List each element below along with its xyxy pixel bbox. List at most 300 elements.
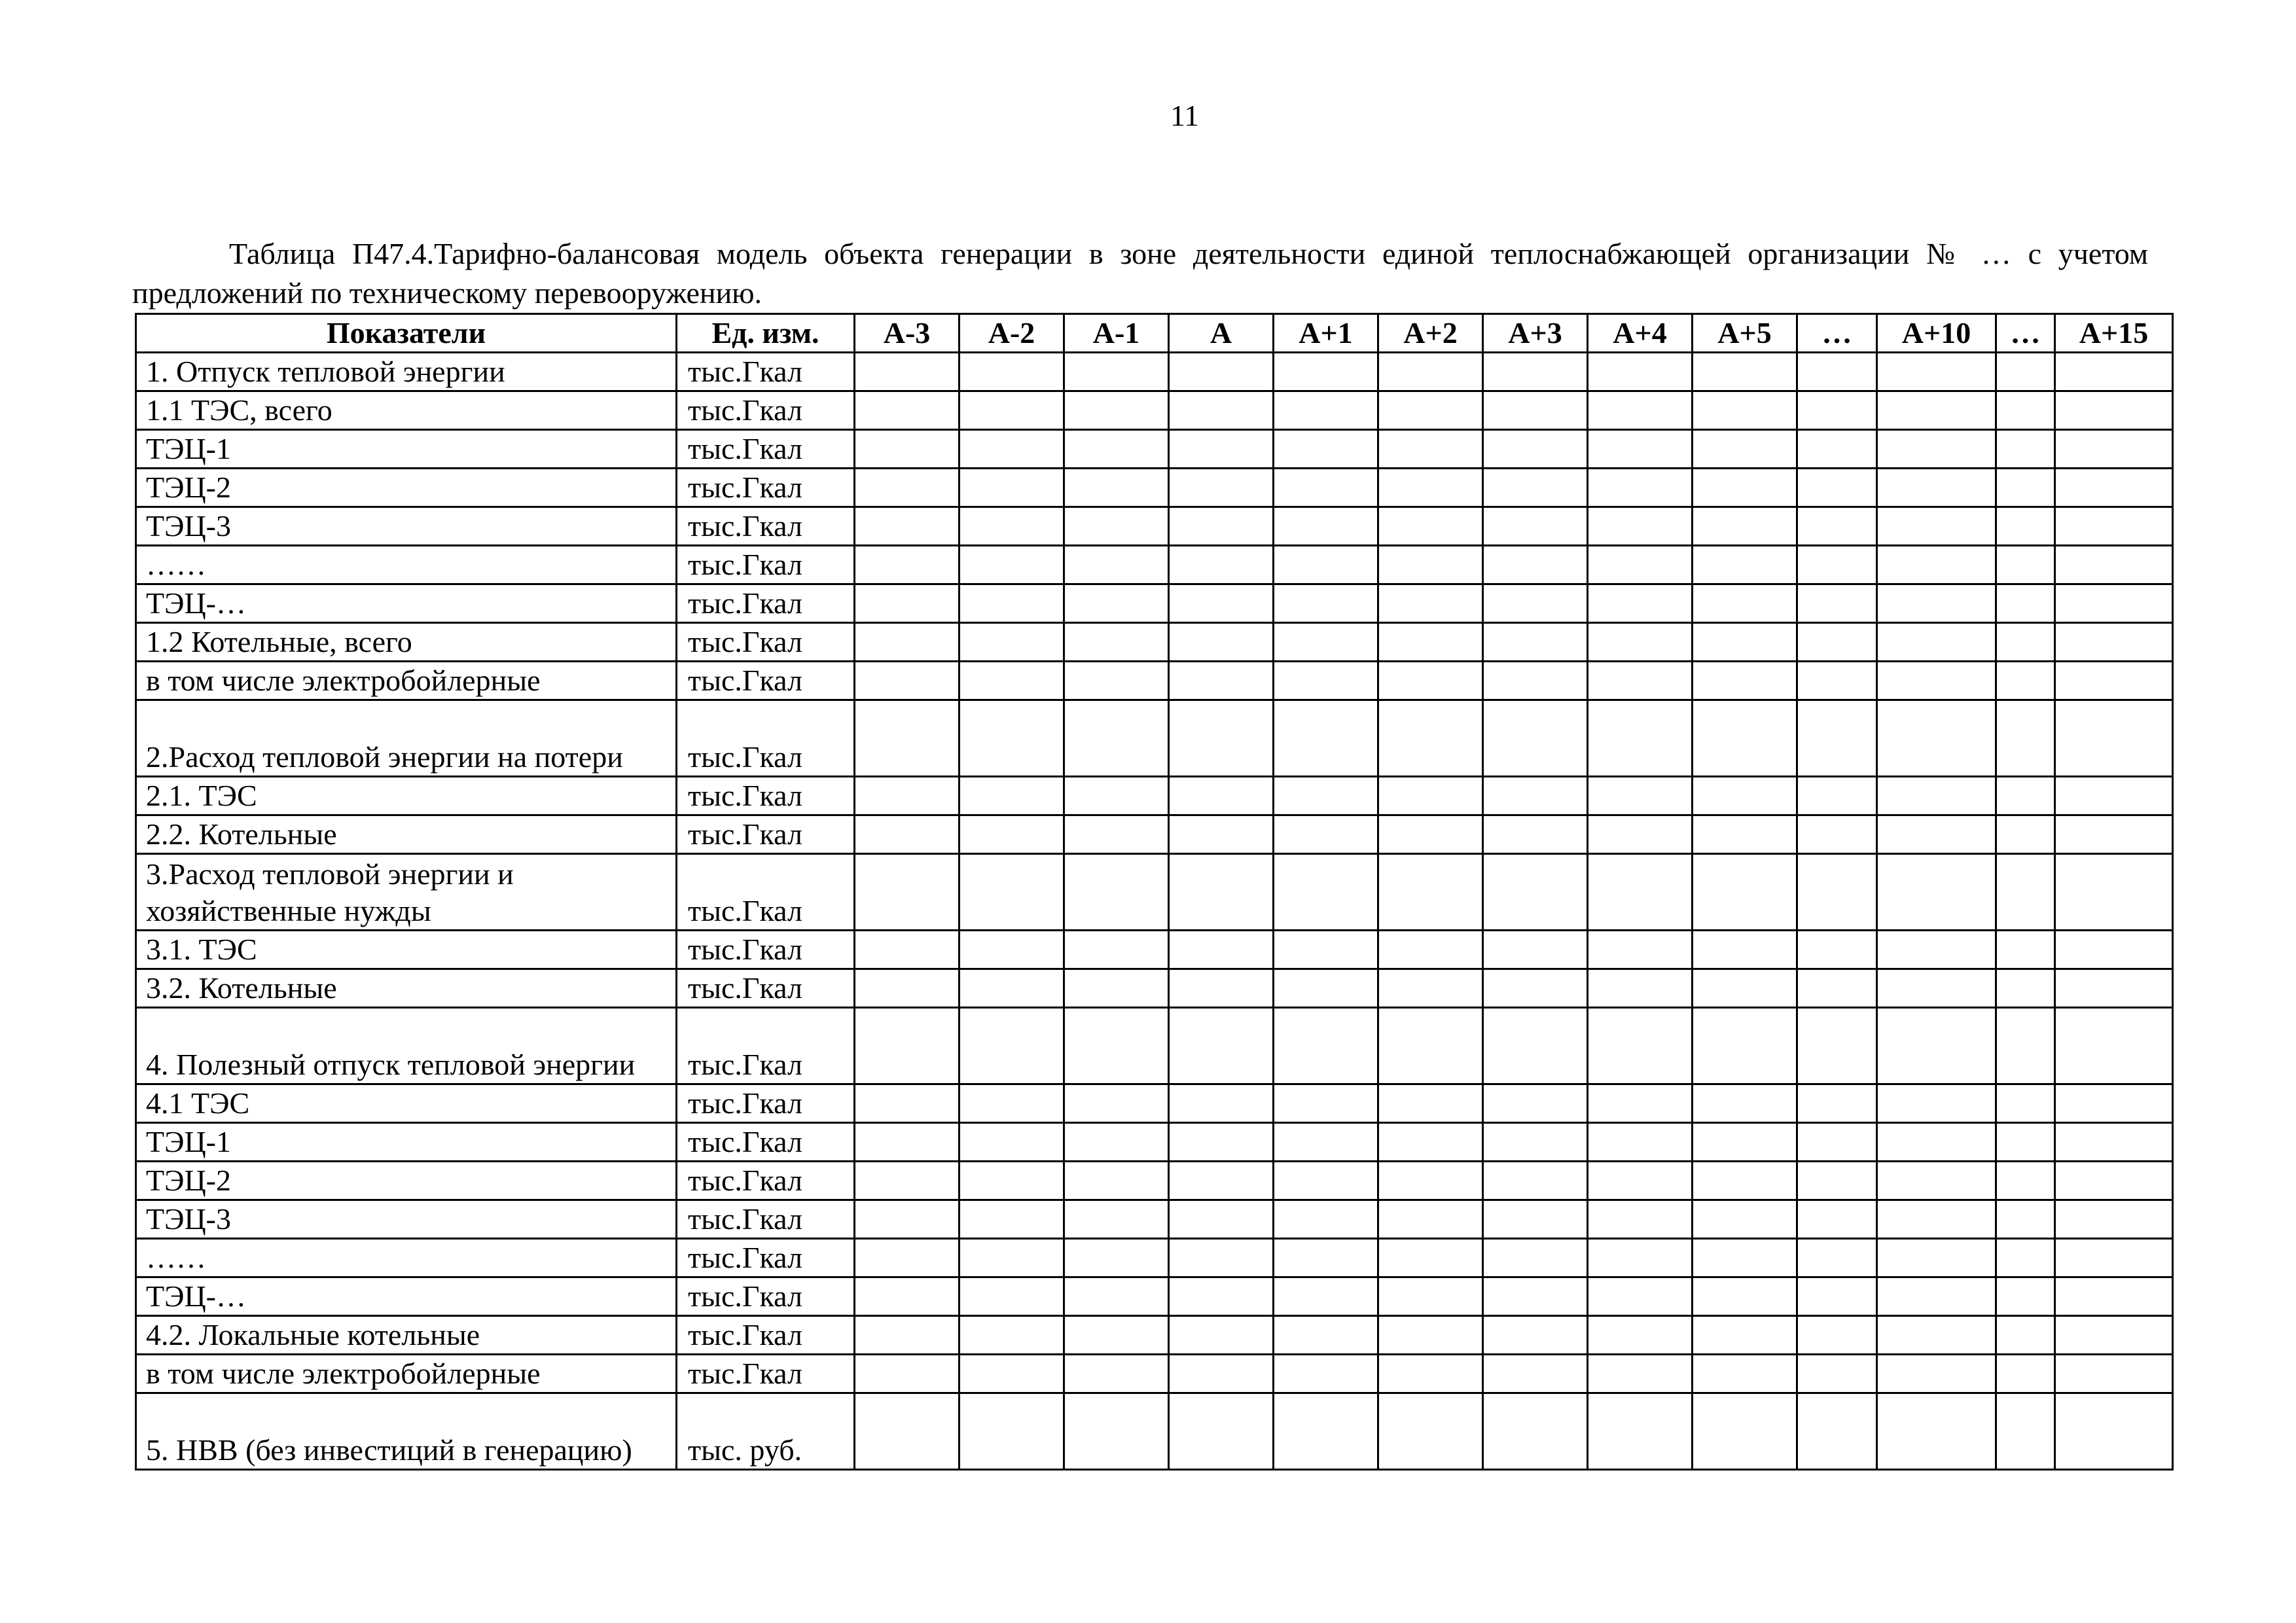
- value-cell: [1274, 1123, 1378, 1162]
- value-cell: [960, 854, 1064, 931]
- value-cell: [855, 1008, 960, 1084]
- value-cell: [1483, 1008, 1588, 1084]
- table-row: [136, 353, 2173, 391]
- value-cell: [1588, 391, 1693, 430]
- value-cell: [1169, 546, 1274, 584]
- value-cell: [1274, 815, 1378, 854]
- value-cell: [960, 430, 1064, 469]
- value-cell: [960, 391, 1064, 430]
- value-cell: [1693, 662, 1797, 700]
- value-cell: [1588, 469, 1693, 507]
- value-cell: [1064, 1162, 1169, 1200]
- unit-cell: тыс.Гкал: [677, 1123, 855, 1162]
- value-cell: [1274, 662, 1378, 700]
- table-row: [136, 815, 2173, 854]
- value-cell: [2055, 507, 2173, 546]
- value-cell: [1378, 584, 1483, 623]
- indicator-cell: ТЭЦ-3: [136, 507, 677, 546]
- value-cell: [1797, 969, 1877, 1008]
- value-cell: [1797, 1239, 1877, 1277]
- value-cell: [2055, 1008, 2173, 1084]
- value-cell: [1996, 969, 2055, 1008]
- value-cell: [1996, 623, 2055, 662]
- value-cell: [960, 1123, 1064, 1162]
- header-year: А: [1169, 314, 1274, 353]
- value-cell: [1693, 700, 1797, 777]
- value-cell: [1877, 662, 1996, 700]
- value-cell: [1996, 391, 2055, 430]
- table-row: [136, 777, 2173, 815]
- indicator-cell: ТЭЦ-…: [136, 584, 677, 623]
- value-cell: [1797, 1008, 1877, 1084]
- unit-cell: тыс.Гкал: [677, 584, 855, 623]
- value-cell: [1877, 469, 1996, 507]
- value-cell: [1996, 1239, 2055, 1277]
- value-cell: [1588, 623, 1693, 662]
- value-cell: [1996, 469, 2055, 507]
- unit-cell: тыс.Гкал: [677, 777, 855, 815]
- header-row: [136, 314, 2173, 353]
- value-cell: [1797, 1277, 1877, 1316]
- value-cell: [960, 662, 1064, 700]
- value-cell: [1877, 854, 1996, 931]
- value-cell: [1483, 854, 1588, 931]
- indicator-cell: 4. Полезный отпуск тепловой энергии: [136, 1008, 677, 1084]
- unit-cell: тыс.Гкал: [677, 931, 855, 969]
- value-cell: [1064, 546, 1169, 584]
- value-cell: [855, 353, 960, 391]
- value-cell: [1378, 662, 1483, 700]
- value-cell: [1996, 507, 2055, 546]
- value-cell: [1274, 391, 1378, 430]
- value-cell: [960, 1084, 1064, 1123]
- value-cell: [1996, 1084, 2055, 1123]
- value-cell: [1797, 623, 1877, 662]
- unit-cell: тыс.Гкал: [677, 353, 855, 391]
- value-cell: [1877, 700, 1996, 777]
- value-cell: [1877, 777, 1996, 815]
- value-cell: [1877, 1277, 1996, 1316]
- value-cell: [1693, 353, 1797, 391]
- value-cell: [1588, 1239, 1693, 1277]
- value-cell: [1588, 700, 1693, 777]
- value-cell: [1877, 391, 1996, 430]
- value-cell: [1877, 815, 1996, 854]
- value-cell: [855, 1084, 960, 1123]
- value-cell: [1996, 546, 2055, 584]
- value-cell: [1274, 1316, 1378, 1355]
- header-year: А+10: [1877, 314, 1996, 353]
- indicator-cell: 2.2. Котельные: [136, 815, 677, 854]
- value-cell: [1169, 353, 1274, 391]
- value-cell: [1274, 1162, 1378, 1200]
- value-cell: [1588, 854, 1693, 931]
- table-caption: Таблица П47.4.Тарифно-балансовая модель объекта генерации в зоне деятельности единой теплоснабжающей организации № … с учетом предложений по техническому перевооружению.: [132, 237, 2148, 310]
- value-cell: [1169, 1200, 1274, 1239]
- value-cell: [1064, 1239, 1169, 1277]
- value-cell: [1169, 1355, 1274, 1393]
- value-cell: [1274, 584, 1378, 623]
- value-cell: [1877, 430, 1996, 469]
- value-cell: [1877, 1084, 1996, 1123]
- value-cell: [2055, 777, 2173, 815]
- unit-cell: тыс.Гкал: [677, 1239, 855, 1277]
- table-row: [136, 1277, 2173, 1316]
- value-cell: [960, 1008, 1064, 1084]
- value-cell: [1274, 353, 1378, 391]
- value-cell: [1877, 623, 1996, 662]
- unit-cell: тыс.Гкал: [677, 1008, 855, 1084]
- value-cell: [1274, 1277, 1378, 1316]
- value-cell: [960, 353, 1064, 391]
- table-row: [136, 546, 2173, 584]
- value-cell: [1169, 623, 1274, 662]
- value-cell: [855, 1200, 960, 1239]
- value-cell: [1483, 353, 1588, 391]
- value-cell: [1588, 662, 1693, 700]
- value-cell: [1693, 1316, 1797, 1355]
- value-cell: [1169, 1123, 1274, 1162]
- value-cell: [1693, 1355, 1797, 1393]
- value-cell: [855, 391, 960, 430]
- unit-cell: тыс.Гкал: [677, 1084, 855, 1123]
- indicator-cell: 1.1 ТЭС, всего: [136, 391, 677, 430]
- value-cell: [1996, 1277, 2055, 1316]
- value-cell: [1064, 931, 1169, 969]
- value-cell: [960, 469, 1064, 507]
- value-cell: [1797, 1162, 1877, 1200]
- value-cell: [855, 700, 960, 777]
- value-cell: [1588, 1162, 1693, 1200]
- value-cell: [1169, 1008, 1274, 1084]
- value-cell: [1877, 1393, 1996, 1470]
- value-cell: [1169, 469, 1274, 507]
- unit-cell: тыс.Гкал: [677, 507, 855, 546]
- value-cell: [2055, 623, 2173, 662]
- value-cell: [1996, 662, 2055, 700]
- value-cell: [1274, 1084, 1378, 1123]
- value-cell: [1378, 1316, 1483, 1355]
- value-cell: [1797, 430, 1877, 469]
- table-row: [136, 584, 2173, 623]
- value-cell: [2055, 969, 2173, 1008]
- value-cell: [960, 1316, 1064, 1355]
- value-cell: [960, 777, 1064, 815]
- value-cell: [1064, 623, 1169, 662]
- value-cell: [1274, 854, 1378, 931]
- indicator-cell: 2.Расход тепловой энергии на потери: [136, 700, 677, 777]
- value-cell: [1064, 507, 1169, 546]
- value-cell: [1797, 777, 1877, 815]
- value-cell: [1274, 469, 1378, 507]
- value-cell: [1169, 1316, 1274, 1355]
- value-cell: [1064, 1277, 1169, 1316]
- unit-cell: тыс.Гкал: [677, 1200, 855, 1239]
- value-cell: [1797, 1316, 1877, 1355]
- indicator-cell: 4.1 ТЭС: [136, 1084, 677, 1123]
- header-unit: Ед. изм.: [677, 314, 855, 353]
- value-cell: [1378, 1393, 1483, 1470]
- value-cell: [1877, 1008, 1996, 1084]
- value-cell: [1797, 1084, 1877, 1123]
- value-cell: [855, 507, 960, 546]
- value-cell: [1996, 1162, 2055, 1200]
- value-cell: [1064, 815, 1169, 854]
- unit-cell: тыс.Гкал: [677, 469, 855, 507]
- value-cell: [1797, 391, 1877, 430]
- indicator-cell: в том числе электробойлерные: [136, 1355, 677, 1393]
- value-cell: [1877, 969, 1996, 1008]
- value-cell: [1483, 700, 1588, 777]
- value-cell: [960, 584, 1064, 623]
- value-cell: [1064, 662, 1169, 700]
- unit-cell: тыс.Гкал: [677, 854, 855, 931]
- value-cell: [960, 1162, 1064, 1200]
- table-row: [136, 662, 2173, 700]
- value-cell: [1274, 1008, 1378, 1084]
- table-row: [136, 1239, 2173, 1277]
- value-cell: [1693, 469, 1797, 507]
- value-cell: [1996, 854, 2055, 931]
- table-row: [136, 854, 2173, 931]
- table-row: [136, 1008, 2173, 1084]
- value-cell: [855, 777, 960, 815]
- value-cell: [1064, 1008, 1169, 1084]
- unit-cell: тыс.Гкал: [677, 700, 855, 777]
- value-cell: [855, 662, 960, 700]
- value-cell: [1483, 1123, 1588, 1162]
- value-cell: [1797, 1355, 1877, 1393]
- indicator-cell: 3.Расход тепловой энергии и хозяйственные нужды: [136, 854, 677, 931]
- value-cell: [1064, 1123, 1169, 1162]
- value-cell: [1064, 1393, 1169, 1470]
- value-cell: [1693, 1084, 1797, 1123]
- value-cell: [1797, 1393, 1877, 1470]
- value-cell: [1378, 469, 1483, 507]
- value-cell: [1996, 1393, 2055, 1470]
- value-cell: [1483, 469, 1588, 507]
- value-cell: [1274, 546, 1378, 584]
- unit-cell: тыс.Гкал: [677, 546, 855, 584]
- value-cell: [2055, 1355, 2173, 1393]
- value-cell: [1693, 430, 1797, 469]
- value-cell: [1169, 1277, 1274, 1316]
- value-cell: [855, 430, 960, 469]
- value-cell: [960, 507, 1064, 546]
- value-cell: [1169, 507, 1274, 546]
- value-cell: [1378, 1084, 1483, 1123]
- header-year: А+15: [2055, 314, 2173, 353]
- table-row: [136, 1200, 2173, 1239]
- table-row: [136, 700, 2173, 777]
- value-cell: [1378, 1277, 1483, 1316]
- value-cell: [1996, 1008, 2055, 1084]
- value-cell: [855, 546, 960, 584]
- value-cell: [1996, 815, 2055, 854]
- value-cell: [1588, 815, 1693, 854]
- value-cell: [1588, 507, 1693, 546]
- value-cell: [1588, 1355, 1693, 1393]
- value-cell: [1483, 1162, 1588, 1200]
- value-cell: [1064, 391, 1169, 430]
- value-cell: [960, 623, 1064, 662]
- value-cell: [960, 1200, 1064, 1239]
- value-cell: [1064, 1355, 1169, 1393]
- value-cell: [1378, 353, 1483, 391]
- value-cell: [1483, 1316, 1588, 1355]
- value-cell: [1169, 969, 1274, 1008]
- value-cell: [1378, 969, 1483, 1008]
- indicator-cell: 4.2. Локальные котельные: [136, 1316, 677, 1355]
- value-cell: [1797, 353, 1877, 391]
- value-cell: [2055, 815, 2173, 854]
- value-cell: [1483, 546, 1588, 584]
- value-cell: [960, 1239, 1064, 1277]
- value-cell: [1378, 507, 1483, 546]
- value-cell: [855, 1355, 960, 1393]
- value-cell: [1274, 1239, 1378, 1277]
- value-cell: [2055, 391, 2173, 430]
- value-cell: [1274, 507, 1378, 546]
- value-cell: [1588, 1084, 1693, 1123]
- value-cell: [1169, 430, 1274, 469]
- value-cell: [1274, 931, 1378, 969]
- value-cell: [1877, 1239, 1996, 1277]
- value-cell: [2055, 469, 2173, 507]
- value-cell: [1996, 353, 2055, 391]
- value-cell: [1877, 1162, 1996, 1200]
- value-cell: [1588, 353, 1693, 391]
- value-cell: [960, 1393, 1064, 1470]
- value-cell: [1588, 1123, 1693, 1162]
- value-cell: [1064, 777, 1169, 815]
- value-cell: [1693, 1277, 1797, 1316]
- value-cell: [1064, 1200, 1169, 1239]
- value-cell: [2055, 1200, 2173, 1239]
- header-year: …: [1996, 314, 2055, 353]
- value-cell: [1996, 931, 2055, 969]
- value-cell: [2055, 546, 2173, 584]
- value-cell: [1378, 1123, 1483, 1162]
- value-cell: [2055, 700, 2173, 777]
- value-cell: [2055, 584, 2173, 623]
- indicator-cell: 3.1. ТЭС: [136, 931, 677, 969]
- value-cell: [1378, 931, 1483, 969]
- value-cell: [1693, 1239, 1797, 1277]
- value-cell: [1274, 1355, 1378, 1393]
- value-cell: [960, 700, 1064, 777]
- value-cell: [1274, 969, 1378, 1008]
- value-cell: [1693, 1008, 1797, 1084]
- value-cell: [1483, 662, 1588, 700]
- value-cell: [960, 969, 1064, 1008]
- value-cell: [1996, 584, 2055, 623]
- value-cell: [1693, 969, 1797, 1008]
- value-cell: [1797, 1123, 1877, 1162]
- value-cell: [1378, 430, 1483, 469]
- header-year: А+4: [1588, 314, 1693, 353]
- value-cell: [1483, 1355, 1588, 1393]
- indicator-cell: ТЭЦ-…: [136, 1277, 677, 1316]
- header-year: …: [1797, 314, 1877, 353]
- table-row: [136, 1162, 2173, 1200]
- value-cell: [2055, 1316, 2173, 1355]
- value-cell: [1169, 1084, 1274, 1123]
- value-cell: [1483, 507, 1588, 546]
- value-cell: [2055, 430, 2173, 469]
- value-cell: [1064, 584, 1169, 623]
- table-body: [136, 353, 2173, 1470]
- value-cell: [1693, 1200, 1797, 1239]
- page-number: 11: [1170, 99, 1200, 132]
- value-cell: [855, 1316, 960, 1355]
- indicator-cell: ТЭЦ-2: [136, 1162, 677, 1200]
- value-cell: [1588, 931, 1693, 969]
- table-row: [136, 931, 2173, 969]
- indicator-cell: 5. НВВ (без инвестиций в генерацию): [136, 1393, 677, 1470]
- value-cell: [1169, 584, 1274, 623]
- value-cell: [1483, 584, 1588, 623]
- value-cell: [1169, 815, 1274, 854]
- value-cell: [2055, 1277, 2173, 1316]
- value-cell: [1877, 931, 1996, 969]
- value-cell: [1483, 1200, 1588, 1239]
- value-cell: [855, 1162, 960, 1200]
- value-cell: [1378, 1200, 1483, 1239]
- value-cell: [1588, 430, 1693, 469]
- value-cell: [1693, 931, 1797, 969]
- table-row: [136, 469, 2173, 507]
- value-cell: [1797, 700, 1877, 777]
- value-cell: [1483, 1084, 1588, 1123]
- unit-cell: тыс.Гкал: [677, 1277, 855, 1316]
- value-cell: [1274, 430, 1378, 469]
- indicator-cell: 1.2 Котельные, всего: [136, 623, 677, 662]
- table-row: [136, 507, 2173, 546]
- indicator-cell: ТЭЦ-1: [136, 430, 677, 469]
- value-cell: [1378, 777, 1483, 815]
- value-cell: [960, 1277, 1064, 1316]
- value-cell: [1483, 623, 1588, 662]
- value-cell: [1693, 1393, 1797, 1470]
- value-cell: [1483, 391, 1588, 430]
- value-cell: [1169, 662, 1274, 700]
- value-cell: [1378, 1239, 1483, 1277]
- value-cell: [855, 1393, 960, 1470]
- value-cell: [1797, 507, 1877, 546]
- value-cell: [1483, 969, 1588, 1008]
- header-year: А-3: [855, 314, 960, 353]
- value-cell: [1588, 1393, 1693, 1470]
- value-cell: [1483, 931, 1588, 969]
- value-cell: [855, 1239, 960, 1277]
- value-cell: [855, 1277, 960, 1316]
- value-cell: [2055, 854, 2173, 931]
- value-cell: [1274, 1200, 1378, 1239]
- value-cell: [1693, 1123, 1797, 1162]
- value-cell: [1996, 700, 2055, 777]
- value-cell: [855, 969, 960, 1008]
- value-cell: [1877, 1355, 1996, 1393]
- value-cell: [1378, 700, 1483, 777]
- unit-cell: тыс. руб.: [677, 1393, 855, 1470]
- value-cell: [1483, 430, 1588, 469]
- value-cell: [855, 815, 960, 854]
- value-cell: [855, 584, 960, 623]
- value-cell: [1588, 1200, 1693, 1239]
- value-cell: [960, 815, 1064, 854]
- value-cell: [1996, 430, 2055, 469]
